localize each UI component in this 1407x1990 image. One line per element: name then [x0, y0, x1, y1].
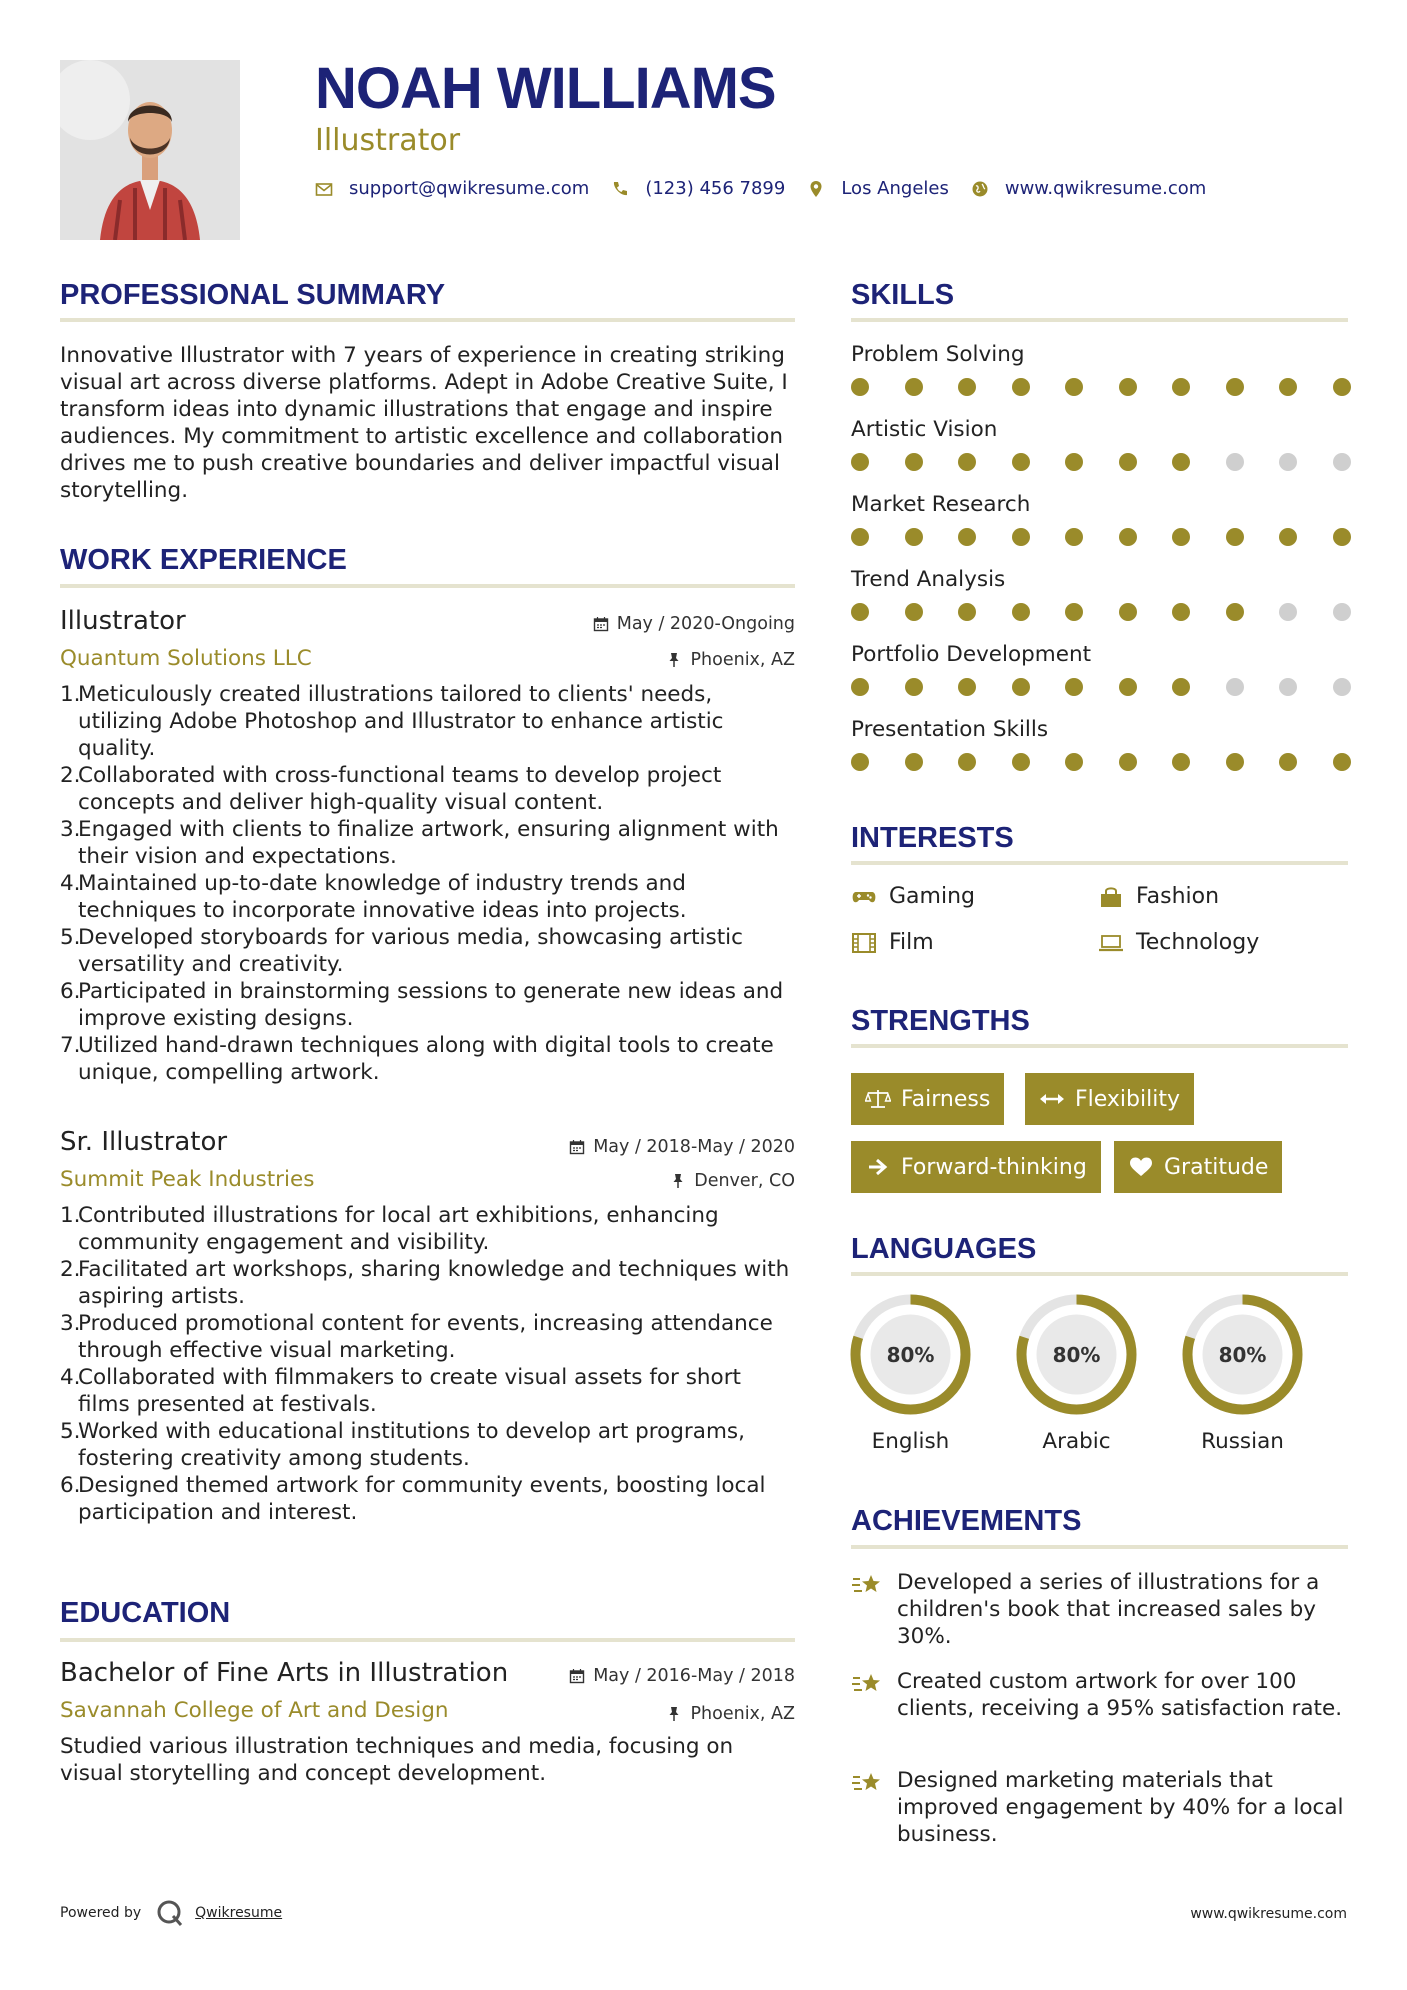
laptop-icon — [1098, 932, 1124, 954]
rating-dot-filled — [1119, 453, 1137, 471]
shooting-star-icon — [851, 1769, 883, 1797]
list-item: 2. Facilitated art workshops, sharing knowledge and techniques with aspiring artists. — [60, 1257, 790, 1309]
interest-label: Film — [889, 930, 934, 955]
achievement-item — [851, 1668, 1351, 1722]
job-location-text: Denver, CO — [694, 1171, 795, 1191]
strength-label: Forward-thinking — [901, 1154, 1087, 1180]
rating-dot-filled — [1065, 678, 1083, 696]
pushpin-icon — [666, 652, 682, 668]
interests-heading: INTERESTS — [851, 822, 1014, 854]
rating-dot-filled — [1279, 378, 1297, 396]
rating-dot-filled — [851, 603, 869, 621]
shooting-star-icon — [851, 1571, 883, 1599]
summary-divider — [60, 318, 795, 322]
rating-dot-filled — [1012, 378, 1030, 396]
skill-rating — [851, 528, 1351, 548]
rating-dot-filled — [905, 528, 923, 546]
job-location-text: Phoenix, AZ — [690, 650, 795, 670]
skills-heading: SKILLS — [851, 279, 955, 311]
envelope-icon — [315, 180, 333, 198]
achievement-text: Created custom artwork for over 100 clients, receiving a 95% satisfaction rate. — [897, 1669, 1343, 1721]
achievement-item — [851, 1569, 1351, 1650]
interest-label: Technology — [1136, 930, 1260, 955]
candidate-role: Illustrator — [315, 123, 461, 158]
education-heading: EDUCATION — [60, 1597, 231, 1629]
rating-dot-filled — [851, 378, 869, 396]
contact-bar — [315, 178, 1228, 199]
language-name: Russian — [1201, 1429, 1284, 1454]
rating-dot-filled — [905, 678, 923, 696]
language-name: Arabic — [1042, 1429, 1111, 1454]
rating-dot-filled — [851, 678, 869, 696]
job-company: Summit Peak Industries — [60, 1167, 315, 1192]
rating-dot-filled — [1172, 753, 1190, 771]
skill-rating — [851, 453, 1351, 473]
rating-dot-filled — [851, 528, 869, 546]
skill-rating — [851, 378, 1351, 398]
shopping-bag-icon — [1098, 886, 1124, 908]
skill-item — [851, 642, 1351, 667]
list-item: 1. Contributed illustrations for local art exhibitions, enhancing community engagement and visibility. — [60, 1203, 719, 1255]
calendar-icon — [569, 1139, 585, 1155]
achievement-text: Developed a series of illustrations for a children's book that increased sales by 30%. — [897, 1570, 1320, 1649]
skill-item — [851, 342, 1351, 367]
skill-item — [851, 417, 1351, 442]
strengths-divider — [851, 1044, 1348, 1048]
skills-divider — [851, 318, 1348, 322]
heart-icon — [1128, 1156, 1154, 1178]
list-item: 5. Worked with educational institutions to develop art programs, fostering creativity among students. — [60, 1419, 745, 1471]
list-item: 5. Developed storyboards for various media, showcasing artistic versatility and creativity. — [60, 925, 743, 977]
list-item: 7. Utilized hand-drawn techniques along with digital tools to create unique, compelling artwork. — [60, 1033, 774, 1085]
job-dates-text: May / 2020-Ongoing — [616, 614, 795, 634]
balance-scale-icon — [865, 1088, 891, 1110]
rating-dot-empty — [1279, 678, 1297, 696]
rating-dot-filled — [1065, 603, 1083, 621]
film-icon — [851, 932, 877, 954]
list-item: 1. Meticulously created illustrations tailored to clients' needs, utilizing Adobe Photoshop and Illustrator to enhance artistic quality. — [60, 682, 724, 761]
rating-dot-empty — [1226, 678, 1244, 696]
education-dates-text: May / 2016-May / 2018 — [593, 1666, 795, 1686]
education-divider — [60, 1638, 795, 1642]
list-item: 6. Participated in brainstorming sessions to generate new ideas and improve existing designs. — [60, 979, 784, 1031]
strength-label: Flexibility — [1075, 1086, 1180, 1112]
rating-dot-filled — [1172, 528, 1190, 546]
rating-dot-filled — [1279, 528, 1297, 546]
strength-tag — [851, 1141, 1101, 1193]
language-item — [1180, 1292, 1305, 1454]
achievements-heading: ACHIEVEMENTS — [851, 1505, 1082, 1537]
experience-heading: WORK EXPERIENCE — [60, 544, 347, 576]
rating-dot-filled — [958, 528, 976, 546]
job-dates — [593, 614, 795, 634]
rating-dot-filled — [1119, 603, 1137, 621]
strengths-heading: STRENGTHS — [851, 1005, 1030, 1037]
interest-label: Gaming — [889, 884, 975, 909]
skill-name: Portfolio Development — [851, 642, 1092, 667]
rating-dot-filled — [1119, 378, 1137, 396]
job-entry — [60, 1127, 795, 1526]
achievement-item — [851, 1767, 1351, 1848]
rating-dot-filled — [1065, 453, 1083, 471]
rating-dot-filled — [1119, 753, 1137, 771]
rating-dot-filled — [958, 753, 976, 771]
rating-dot-filled — [1012, 753, 1030, 771]
achievement-text: Designed marketing materials that improved engagement by 40% for a local business. — [897, 1768, 1344, 1847]
skill-name: Problem Solving — [851, 342, 1025, 367]
rating-dot-empty — [1279, 603, 1297, 621]
profile-photo — [60, 60, 240, 240]
job-entry — [60, 606, 795, 1086]
rating-dot-filled — [851, 753, 869, 771]
rating-dot-filled — [1333, 528, 1351, 546]
language-percent: 80% — [886, 1343, 935, 1367]
strength-tag — [1114, 1141, 1282, 1193]
rating-dot-filled — [1172, 678, 1190, 696]
interests-divider — [851, 861, 1348, 865]
interest-item — [851, 930, 934, 955]
language-percent: 80% — [1218, 1343, 1267, 1367]
summary-text: Innovative Illustrator with 7 years of experience in creating striking visual art across diverse platforms. Adept in Adobe Creative Suite, I transform ideas into dynamic illustrations that engage and inspire audiences. My commitment to artistic excellence and collaboration drives me to push creative boundaries and deliver impactful visual storytelling. — [60, 343, 788, 503]
job-location — [670, 1171, 795, 1191]
list-item: 6. Designed themed artwork for community events, boosting local participation and interest. — [60, 1473, 766, 1525]
rating-dot-filled — [958, 453, 976, 471]
rating-dot-filled — [905, 453, 923, 471]
rating-dot-filled — [1226, 378, 1244, 396]
rating-dot-filled — [1172, 378, 1190, 396]
contact-email[interactable] — [315, 178, 589, 199]
gamepad-icon — [851, 886, 877, 908]
rating-dot-empty — [1333, 603, 1351, 621]
languages-divider — [851, 1272, 1348, 1276]
rating-dot-empty — [1279, 453, 1297, 471]
rating-dot-empty — [1226, 453, 1244, 471]
rating-dot-filled — [905, 753, 923, 771]
footer-powered-by — [60, 1898, 282, 1928]
rating-dot-filled — [958, 603, 976, 621]
brand-link[interactable]: Qwikresume — [195, 1905, 283, 1921]
pushpin-icon — [666, 1706, 682, 1722]
email-text: support@qwikresume.com — [349, 178, 590, 199]
list-item: 4. Collaborated with filmmakers to create visual assets for short films presented at festivals. — [60, 1365, 741, 1417]
rating-dot-filled — [1333, 753, 1351, 771]
strength-tag — [851, 1073, 1004, 1125]
rating-dot-filled — [1226, 528, 1244, 546]
education-description: Studied various illustration techniques and media, focusing on visual storytelling and concept development. — [60, 1734, 734, 1786]
strength-label: Fairness — [901, 1086, 991, 1112]
calendar-icon — [569, 1668, 585, 1684]
language-progress-ring — [848, 1292, 973, 1417]
job-title: Sr. Illustrator — [60, 1127, 228, 1157]
rating-dot-filled — [1012, 678, 1030, 696]
rating-dot-filled — [1065, 378, 1083, 396]
language-progress-ring — [1180, 1292, 1305, 1417]
calendar-icon — [593, 616, 609, 632]
rating-dot-filled — [1226, 753, 1244, 771]
list-item: 4. Maintained up-to-date knowledge of industry trends and techniques to incorporate innovative ideas into projects. — [60, 871, 687, 923]
interest-item — [851, 884, 975, 909]
interest-item — [1098, 930, 1259, 955]
website-text: www.qwikresume.com — [1004, 178, 1207, 199]
rating-dot-empty — [1333, 678, 1351, 696]
language-percent: 80% — [1052, 1343, 1101, 1367]
rating-dot-filled — [1333, 378, 1351, 396]
skill-rating — [851, 603, 1351, 623]
language-progress-ring — [1014, 1292, 1139, 1417]
job-company: Quantum Solutions LLC — [60, 646, 312, 671]
skill-name: Trend Analysis — [851, 567, 1006, 592]
list-item: 2. Collaborated with cross-functional teams to develop project concepts and deliver high-quality visual content. — [60, 763, 722, 815]
rating-dot-filled — [905, 378, 923, 396]
skill-name: Presentation Skills — [851, 717, 1049, 742]
rating-dot-empty — [1333, 453, 1351, 471]
skill-item — [851, 717, 1351, 742]
rating-dot-filled — [905, 603, 923, 621]
interest-label: Fashion — [1136, 884, 1220, 909]
arrow-right-icon — [865, 1156, 891, 1178]
location-text: Los Angeles — [841, 178, 949, 199]
rating-dot-filled — [1279, 753, 1297, 771]
footer-website-link[interactable]: www.qwikresume.com — [1190, 1906, 1347, 1922]
school-name: Savannah College of Art and Design — [60, 1698, 449, 1723]
globe-icon — [971, 180, 989, 198]
rating-dot-filled — [1012, 603, 1030, 621]
map-marker-icon — [807, 180, 825, 198]
phone-text: (123) 456 7899 — [645, 178, 786, 199]
summary-heading: PROFESSIONAL SUMMARY — [60, 279, 446, 311]
contact-location — [807, 178, 949, 199]
education-location — [666, 1704, 795, 1724]
qwikresume-logo-icon — [155, 1898, 185, 1928]
powered-by-text: Powered by — [60, 1905, 142, 1921]
skill-name: Market Research — [851, 492, 1031, 517]
education-dates — [569, 1666, 795, 1686]
rating-dot-filled — [1065, 753, 1083, 771]
rating-dot-filled — [1065, 528, 1083, 546]
achievements-divider — [851, 1545, 1348, 1549]
strength-label: Gratitude — [1164, 1154, 1269, 1180]
job-responsibilities — [60, 1202, 795, 1526]
job-location — [666, 650, 795, 670]
rating-dot-filled — [851, 453, 869, 471]
skill-item — [851, 492, 1351, 517]
language-name: English — [871, 1429, 950, 1454]
arrows-horizontal-icon — [1039, 1088, 1065, 1110]
list-item: 3. Engaged with clients to finalize artwork, ensuring alignment with their vision and expectations. — [60, 817, 779, 869]
strength-tag — [1025, 1073, 1194, 1125]
language-item — [848, 1292, 973, 1454]
education-location-text: Phoenix, AZ — [690, 1704, 795, 1724]
shooting-star-icon — [851, 1670, 883, 1698]
job-dates-text: May / 2018-May / 2020 — [593, 1137, 795, 1157]
skill-item — [851, 567, 1351, 592]
skill-rating — [851, 753, 1351, 773]
phone-icon — [611, 180, 629, 198]
list-item: 3. Produced promotional content for events, increasing attendance through effective visual marketing. — [60, 1311, 773, 1363]
pushpin-icon — [670, 1173, 686, 1189]
rating-dot-filled — [1172, 603, 1190, 621]
rating-dot-filled — [958, 678, 976, 696]
candidate-name: NOAH WILLIAMS — [315, 56, 776, 121]
rating-dot-filled — [958, 378, 976, 396]
skill-rating — [851, 678, 1351, 698]
skill-name: Artistic Vision — [851, 417, 998, 442]
education-entry — [60, 1658, 795, 1787]
rating-dot-filled — [1012, 528, 1030, 546]
rating-dot-filled — [1226, 603, 1244, 621]
degree-title: Bachelor of Fine Arts in Illustration — [60, 1658, 509, 1688]
language-item — [1014, 1292, 1139, 1454]
languages-heading: LANGUAGES — [851, 1233, 1037, 1265]
interest-item — [1098, 884, 1219, 909]
contact-website[interactable] — [971, 178, 1206, 199]
rating-dot-filled — [1119, 528, 1137, 546]
job-responsibilities — [60, 681, 795, 1086]
rating-dot-filled — [1172, 453, 1190, 471]
rating-dot-filled — [1012, 453, 1030, 471]
job-dates — [569, 1137, 795, 1157]
person-photo-icon — [60, 60, 240, 240]
rating-dot-filled — [1119, 678, 1137, 696]
experience-divider — [60, 584, 795, 588]
job-title: Illustrator — [60, 606, 186, 636]
contact-phone[interactable] — [611, 178, 785, 199]
